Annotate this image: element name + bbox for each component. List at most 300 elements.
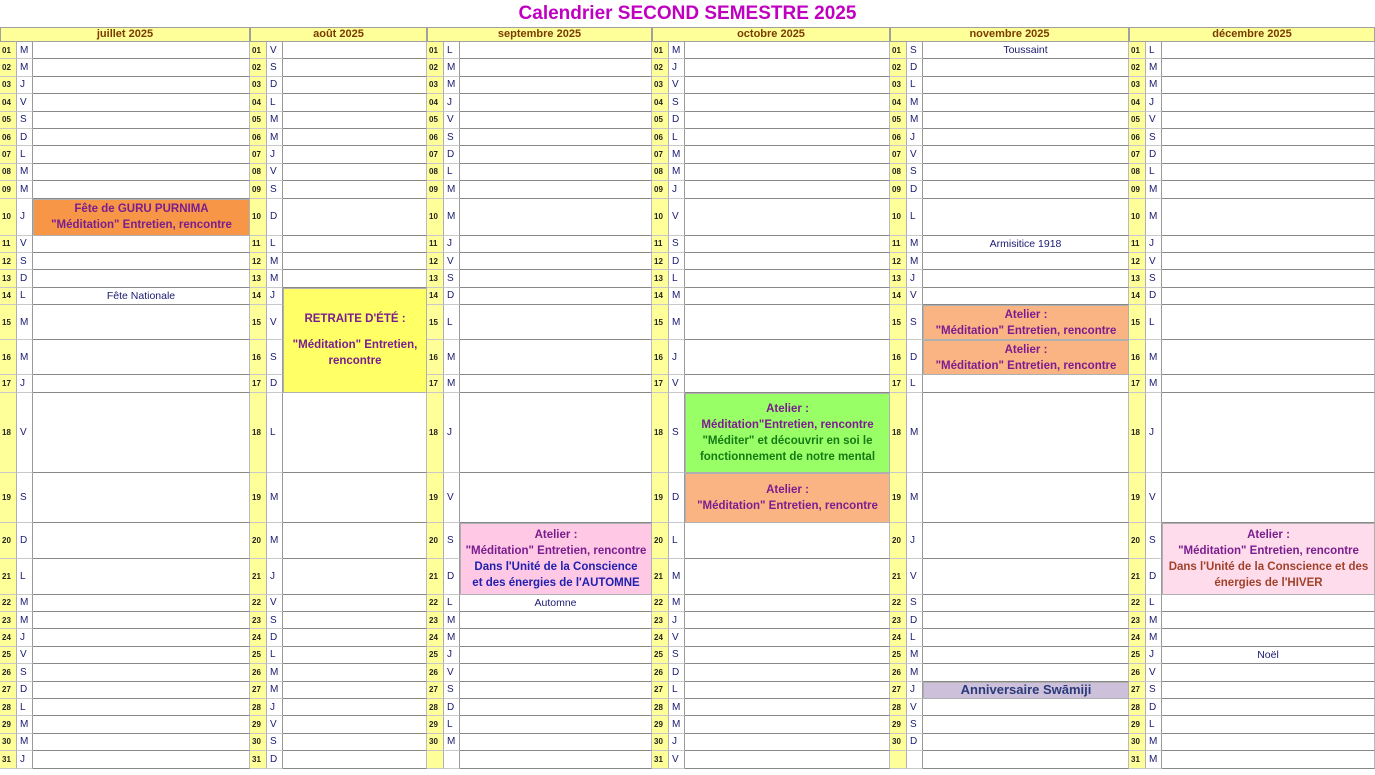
day-row	[1129, 340, 1375, 375]
day-cell[interactable]	[1162, 146, 1375, 163]
day-cell[interactable]	[685, 629, 890, 646]
day-cell[interactable]	[923, 129, 1129, 146]
day-number: 23	[427, 612, 444, 629]
day-cell[interactable]	[460, 664, 652, 681]
day-cell[interactable]	[1162, 199, 1375, 236]
day-cell[interactable]	[685, 146, 890, 163]
day-cell[interactable]	[1162, 181, 1375, 198]
day-cell[interactable]	[33, 734, 250, 751]
day-cell[interactable]	[460, 629, 652, 646]
day-cell[interactable]	[33, 629, 250, 646]
day-row	[250, 629, 427, 646]
day-cell[interactable]	[685, 647, 890, 664]
day-cell[interactable]	[1162, 375, 1375, 392]
day-cell[interactable]	[1162, 595, 1375, 612]
day-cell[interactable]	[460, 647, 652, 664]
day-cell[interactable]	[460, 305, 652, 340]
day-row	[427, 253, 652, 270]
day-row	[890, 629, 1129, 646]
day-of-week: M	[267, 112, 283, 129]
event-atelier-novembre-16[interactable]	[923, 340, 1129, 375]
day-cell[interactable]	[33, 340, 250, 375]
day-cell[interactable]	[283, 253, 427, 270]
event-atelier-hiver[interactable]	[1162, 523, 1375, 595]
day-cell[interactable]	[685, 595, 890, 612]
day-cell[interactable]	[685, 129, 890, 146]
day-number: 01	[0, 42, 17, 59]
day-of-week: J	[907, 682, 923, 699]
day-cell[interactable]	[923, 199, 1129, 236]
day-of-week: J	[669, 612, 685, 629]
day-cell[interactable]	[283, 699, 427, 716]
day-cell[interactable]	[1162, 77, 1375, 94]
day-of-week: M	[444, 181, 460, 198]
day-row	[427, 473, 652, 523]
day-cell[interactable]	[460, 253, 652, 270]
day-cell[interactable]	[283, 682, 427, 699]
day-cell[interactable]	[1162, 340, 1375, 375]
day-cell[interactable]	[1162, 270, 1375, 287]
day-number: 01	[250, 42, 267, 59]
day-number: 20	[1129, 523, 1146, 559]
event-atelier-mental[interactable]	[685, 393, 890, 473]
day-row	[0, 612, 250, 629]
day-cell[interactable]	[1162, 393, 1375, 473]
day-cell[interactable]	[33, 473, 250, 523]
day-cell[interactable]	[460, 612, 652, 629]
day-cell[interactable]	[923, 77, 1129, 94]
day-of-week: S	[669, 647, 685, 664]
day-cell[interactable]	[685, 612, 890, 629]
day-cell[interactable]	[33, 146, 250, 163]
day-row	[890, 236, 1129, 253]
day-cell[interactable]	[923, 253, 1129, 270]
day-row	[890, 77, 1129, 94]
day-cell[interactable]	[1162, 682, 1375, 699]
day-number: 30	[1129, 734, 1146, 751]
day-number: 13	[1129, 270, 1146, 287]
day-of-week: S	[1146, 523, 1162, 559]
day-cell[interactable]	[33, 42, 250, 59]
day-cell[interactable]	[685, 77, 890, 94]
day-cell[interactable]	[460, 699, 652, 716]
event-atelier-automne[interactable]	[460, 523, 652, 595]
day-of-week: M	[1146, 199, 1162, 236]
day-row	[1129, 629, 1375, 646]
day-cell[interactable]	[1162, 734, 1375, 751]
day-cell[interactable]	[1162, 59, 1375, 76]
day-number: 20	[652, 523, 669, 559]
day-cell[interactable]	[283, 734, 427, 751]
day-row	[1129, 473, 1375, 523]
day-of-week: M	[444, 77, 460, 94]
day-cell[interactable]	[33, 559, 250, 595]
day-cell[interactable]	[33, 253, 250, 270]
day-cell[interactable]	[460, 682, 652, 699]
day-cell[interactable]	[33, 393, 250, 473]
day-number: 15	[1129, 305, 1146, 340]
day-number: 18	[427, 393, 444, 473]
day-row	[652, 42, 890, 59]
day-of-week: V	[1146, 253, 1162, 270]
event-atelier-octobre[interactable]	[685, 473, 890, 523]
day-number: 18	[890, 393, 907, 473]
day-cell[interactable]	[923, 595, 1129, 612]
day-cell[interactable]	[33, 595, 250, 612]
event-atelier-novembre-15[interactable]	[923, 305, 1129, 340]
day-cell[interactable]	[460, 164, 652, 181]
day-of-week: J	[444, 236, 460, 253]
day-cell[interactable]	[283, 612, 427, 629]
day-cell[interactable]	[1162, 473, 1375, 523]
day-of-week: D	[1146, 146, 1162, 163]
day-cell[interactable]	[923, 716, 1129, 733]
day-cell[interactable]	[685, 340, 890, 375]
day-cell[interactable]	[923, 523, 1129, 559]
day-cell[interactable]	[923, 288, 1129, 305]
day-number: 05	[1129, 112, 1146, 129]
day-cell[interactable]	[685, 751, 890, 768]
day-cell[interactable]	[1162, 305, 1375, 340]
day-of-week: J	[1146, 94, 1162, 111]
day-row	[1129, 146, 1375, 163]
day-number: 24	[1129, 629, 1146, 646]
day-cell[interactable]	[685, 716, 890, 733]
day-of-week: D	[907, 734, 923, 751]
day-cell[interactable]	[460, 112, 652, 129]
day-of-week: D	[669, 112, 685, 129]
day-cell[interactable]	[33, 375, 250, 392]
day-cell[interactable]	[33, 164, 250, 181]
day-cell[interactable]	[685, 559, 890, 595]
day-row	[0, 236, 250, 253]
day-number: 12	[1129, 253, 1146, 270]
day-number: 21	[250, 559, 267, 595]
day-cell[interactable]	[460, 375, 652, 392]
day-row	[0, 375, 250, 392]
day-number: 11	[427, 236, 444, 253]
day-of-week: M	[1146, 612, 1162, 629]
day-row	[427, 77, 652, 94]
day-cell[interactable]	[283, 751, 427, 768]
day-row	[427, 716, 652, 733]
event-title: Atelier :	[766, 402, 809, 415]
day-number: 01	[652, 42, 669, 59]
day-cell[interactable]	[460, 181, 652, 198]
day-of-week: V	[267, 42, 283, 59]
event-title: RETRAITE D'ÉTÉ :	[304, 313, 406, 326]
day-cell[interactable]	[685, 199, 890, 236]
page-title: Calendrier SECOND SEMESTRE 2025	[518, 3, 857, 24]
day-of-week: J	[669, 734, 685, 751]
day-cell[interactable]	[460, 199, 652, 236]
day-cell[interactable]	[33, 181, 250, 198]
day-of-week: M	[444, 612, 460, 629]
event-title: Fête de GURU PURNIMA	[74, 203, 209, 216]
event-line: "Méditer" et découvrir en soi le	[702, 434, 873, 447]
day-cell	[460, 751, 652, 768]
day-row	[652, 236, 890, 253]
day-cell[interactable]	[283, 112, 427, 129]
day-cell[interactable]	[923, 559, 1129, 595]
day-cell[interactable]	[460, 340, 652, 375]
day-of-week: J	[444, 393, 460, 473]
day-of-week: M	[267, 253, 283, 270]
day-cell[interactable]	[283, 199, 427, 236]
day-cell[interactable]	[685, 164, 890, 181]
day-cell[interactable]	[283, 629, 427, 646]
day-row	[652, 181, 890, 198]
day-row	[250, 112, 427, 129]
day-cell[interactable]	[33, 236, 250, 253]
day-cell[interactable]	[1162, 112, 1375, 129]
day-cell[interactable]	[460, 270, 652, 287]
day-cell[interactable]	[923, 664, 1129, 681]
day-cell[interactable]	[923, 393, 1129, 473]
day-cell[interactable]	[33, 129, 250, 146]
day-cell[interactable]	[33, 751, 250, 768]
day-number: 13	[652, 270, 669, 287]
day-cell[interactable]	[923, 146, 1129, 163]
day-number: 14	[427, 288, 444, 305]
day-row	[0, 59, 250, 76]
day-cell[interactable]	[685, 734, 890, 751]
day-cell[interactable]	[460, 146, 652, 163]
day-of-week: S	[907, 42, 923, 59]
day-row	[1129, 181, 1375, 198]
day-cell[interactable]	[923, 59, 1129, 76]
day-cell[interactable]	[685, 59, 890, 76]
day-row	[0, 664, 250, 681]
day-cell[interactable]	[1162, 716, 1375, 733]
day-cell[interactable]	[283, 42, 427, 59]
day-cell[interactable]	[685, 253, 890, 270]
day-row	[890, 181, 1129, 198]
day-note[interactable]: Automne	[460, 595, 652, 612]
day-number: 27	[427, 682, 444, 699]
day-cell[interactable]	[283, 647, 427, 664]
day-cell[interactable]	[283, 716, 427, 733]
day-row	[250, 270, 427, 287]
day-of-week: L	[907, 629, 923, 646]
day-cell[interactable]	[923, 112, 1129, 129]
day-cell[interactable]	[685, 236, 890, 253]
day-cell[interactable]	[1162, 236, 1375, 253]
day-row	[427, 664, 652, 681]
day-cell[interactable]	[460, 42, 652, 59]
day-cell[interactable]	[685, 112, 890, 129]
day-cell[interactable]	[685, 305, 890, 340]
day-cell[interactable]	[923, 473, 1129, 523]
day-cell[interactable]	[685, 288, 890, 305]
day-row	[890, 647, 1129, 664]
day-row	[250, 199, 427, 236]
day-cell[interactable]	[685, 682, 890, 699]
day-cell[interactable]	[1162, 253, 1375, 270]
day-cell[interactable]	[33, 77, 250, 94]
day-number: 30	[652, 734, 669, 751]
day-of-week: V	[1146, 473, 1162, 523]
day-of-week: D	[907, 181, 923, 198]
day-cell[interactable]	[1162, 612, 1375, 629]
day-cell[interactable]	[283, 523, 427, 559]
day-row	[890, 699, 1129, 716]
day-cell[interactable]	[923, 629, 1129, 646]
day-cell[interactable]	[33, 59, 250, 76]
day-cell[interactable]	[460, 59, 652, 76]
day-cell[interactable]	[1162, 42, 1375, 59]
day-cell[interactable]	[685, 94, 890, 111]
day-number: 13	[427, 270, 444, 287]
day-cell[interactable]	[923, 647, 1129, 664]
day-cell[interactable]	[283, 595, 427, 612]
day-cell[interactable]	[923, 94, 1129, 111]
day-cell[interactable]	[1162, 164, 1375, 181]
day-of-week: M	[17, 734, 33, 751]
day-row	[427, 199, 652, 236]
day-cell[interactable]	[283, 181, 427, 198]
day-row	[0, 181, 250, 198]
day-cell[interactable]	[283, 94, 427, 111]
day-cell[interactable]	[685, 699, 890, 716]
day-number: 10	[890, 199, 907, 236]
event-anniversaire-swamiji[interactable]	[923, 682, 1129, 699]
day-row	[427, 340, 652, 375]
day-cell[interactable]	[33, 112, 250, 129]
day-cell[interactable]	[283, 473, 427, 523]
day-cell[interactable]	[685, 270, 890, 287]
day-cell[interactable]	[923, 734, 1129, 751]
day-number: 06	[0, 129, 17, 146]
day-cell[interactable]	[685, 42, 890, 59]
day-number: 25	[250, 647, 267, 664]
day-cell[interactable]	[923, 181, 1129, 198]
day-cell[interactable]	[460, 716, 652, 733]
day-of-week: D	[267, 751, 283, 768]
day-cell[interactable]	[283, 236, 427, 253]
day-cell[interactable]	[923, 375, 1129, 392]
day-cell[interactable]	[283, 129, 427, 146]
day-cell[interactable]	[1162, 129, 1375, 146]
day-row	[1129, 253, 1375, 270]
day-cell[interactable]	[1162, 699, 1375, 716]
day-number: 19	[250, 473, 267, 523]
day-number: 04	[1129, 94, 1146, 111]
day-cell[interactable]	[685, 375, 890, 392]
day-cell[interactable]	[460, 393, 652, 473]
day-of-week: M	[267, 682, 283, 699]
day-cell[interactable]	[685, 523, 890, 559]
day-cell[interactable]	[33, 664, 250, 681]
day-cell[interactable]	[33, 716, 250, 733]
day-cell[interactable]	[33, 699, 250, 716]
day-cell[interactable]	[1162, 751, 1375, 768]
day-of-week: D	[907, 612, 923, 629]
day-row	[890, 42, 1129, 59]
day-row	[890, 253, 1129, 270]
event-guru-purnima[interactable]	[33, 199, 250, 236]
day-cell[interactable]	[1162, 94, 1375, 111]
day-of-week: M	[444, 734, 460, 751]
day-cell[interactable]	[460, 77, 652, 94]
day-note[interactable]: Toussaint	[923, 42, 1129, 59]
day-number: 02	[890, 59, 907, 76]
day-cell[interactable]	[460, 288, 652, 305]
day-of-week: J	[17, 77, 33, 94]
day-cell[interactable]	[685, 664, 890, 681]
day-number: 29	[1129, 716, 1146, 733]
day-cell[interactable]	[33, 523, 250, 559]
day-of-week: V	[907, 288, 923, 305]
day-cell[interactable]	[283, 559, 427, 595]
day-cell[interactable]	[33, 682, 250, 699]
day-cell[interactable]	[685, 181, 890, 198]
day-cell[interactable]	[460, 94, 652, 111]
day-of-week: M	[1146, 751, 1162, 768]
day-of-week: V	[17, 236, 33, 253]
day-of-week: D	[267, 77, 283, 94]
day-of-week: S	[907, 716, 923, 733]
day-cell[interactable]	[460, 734, 652, 751]
day-row	[890, 146, 1129, 163]
event-line: "Méditation" Entretien, rencontre	[465, 544, 647, 557]
day-cell[interactable]	[1162, 664, 1375, 681]
day-cell[interactable]	[283, 393, 427, 473]
day-cell[interactable]	[1162, 288, 1375, 305]
day-of-week: L	[669, 682, 685, 699]
day-of-week: J	[1146, 236, 1162, 253]
day-cell[interactable]	[923, 164, 1129, 181]
event-retraite-ete[interactable]	[283, 288, 427, 393]
day-cell[interactable]	[923, 612, 1129, 629]
day-row	[652, 253, 890, 270]
day-number: 26	[427, 664, 444, 681]
day-number: 04	[890, 94, 907, 111]
day-cell[interactable]	[283, 270, 427, 287]
day-cell[interactable]	[923, 270, 1129, 287]
day-row	[652, 94, 890, 111]
day-cell[interactable]	[923, 699, 1129, 716]
day-cell[interactable]	[33, 612, 250, 629]
day-cell[interactable]	[33, 305, 250, 340]
day-number: 27	[890, 682, 907, 699]
day-cell[interactable]	[283, 59, 427, 76]
day-cell[interactable]	[283, 664, 427, 681]
day-note[interactable]: Noël	[1162, 647, 1375, 664]
day-of-week: S	[17, 253, 33, 270]
day-cell[interactable]	[460, 236, 652, 253]
day-of-week: J	[669, 181, 685, 198]
day-cell[interactable]	[33, 270, 250, 287]
day-cell[interactable]	[1162, 629, 1375, 646]
day-number: 01	[890, 42, 907, 59]
day-of-week: V	[17, 647, 33, 664]
day-cell[interactable]	[283, 77, 427, 94]
day-of-week: M	[17, 595, 33, 612]
day-cell[interactable]	[33, 94, 250, 111]
day-of-week: V	[1146, 112, 1162, 129]
day-cell[interactable]	[460, 473, 652, 523]
day-cell[interactable]	[460, 129, 652, 146]
day-note[interactable]: Fête Nationale	[33, 288, 250, 305]
day-cell[interactable]	[33, 647, 250, 664]
day-cell[interactable]	[283, 146, 427, 163]
day-of-week: L	[669, 129, 685, 146]
day-row	[1129, 42, 1375, 59]
day-cell[interactable]	[283, 164, 427, 181]
day-of-week: D	[17, 270, 33, 287]
day-note[interactable]: Armisitice 1918	[923, 236, 1129, 253]
